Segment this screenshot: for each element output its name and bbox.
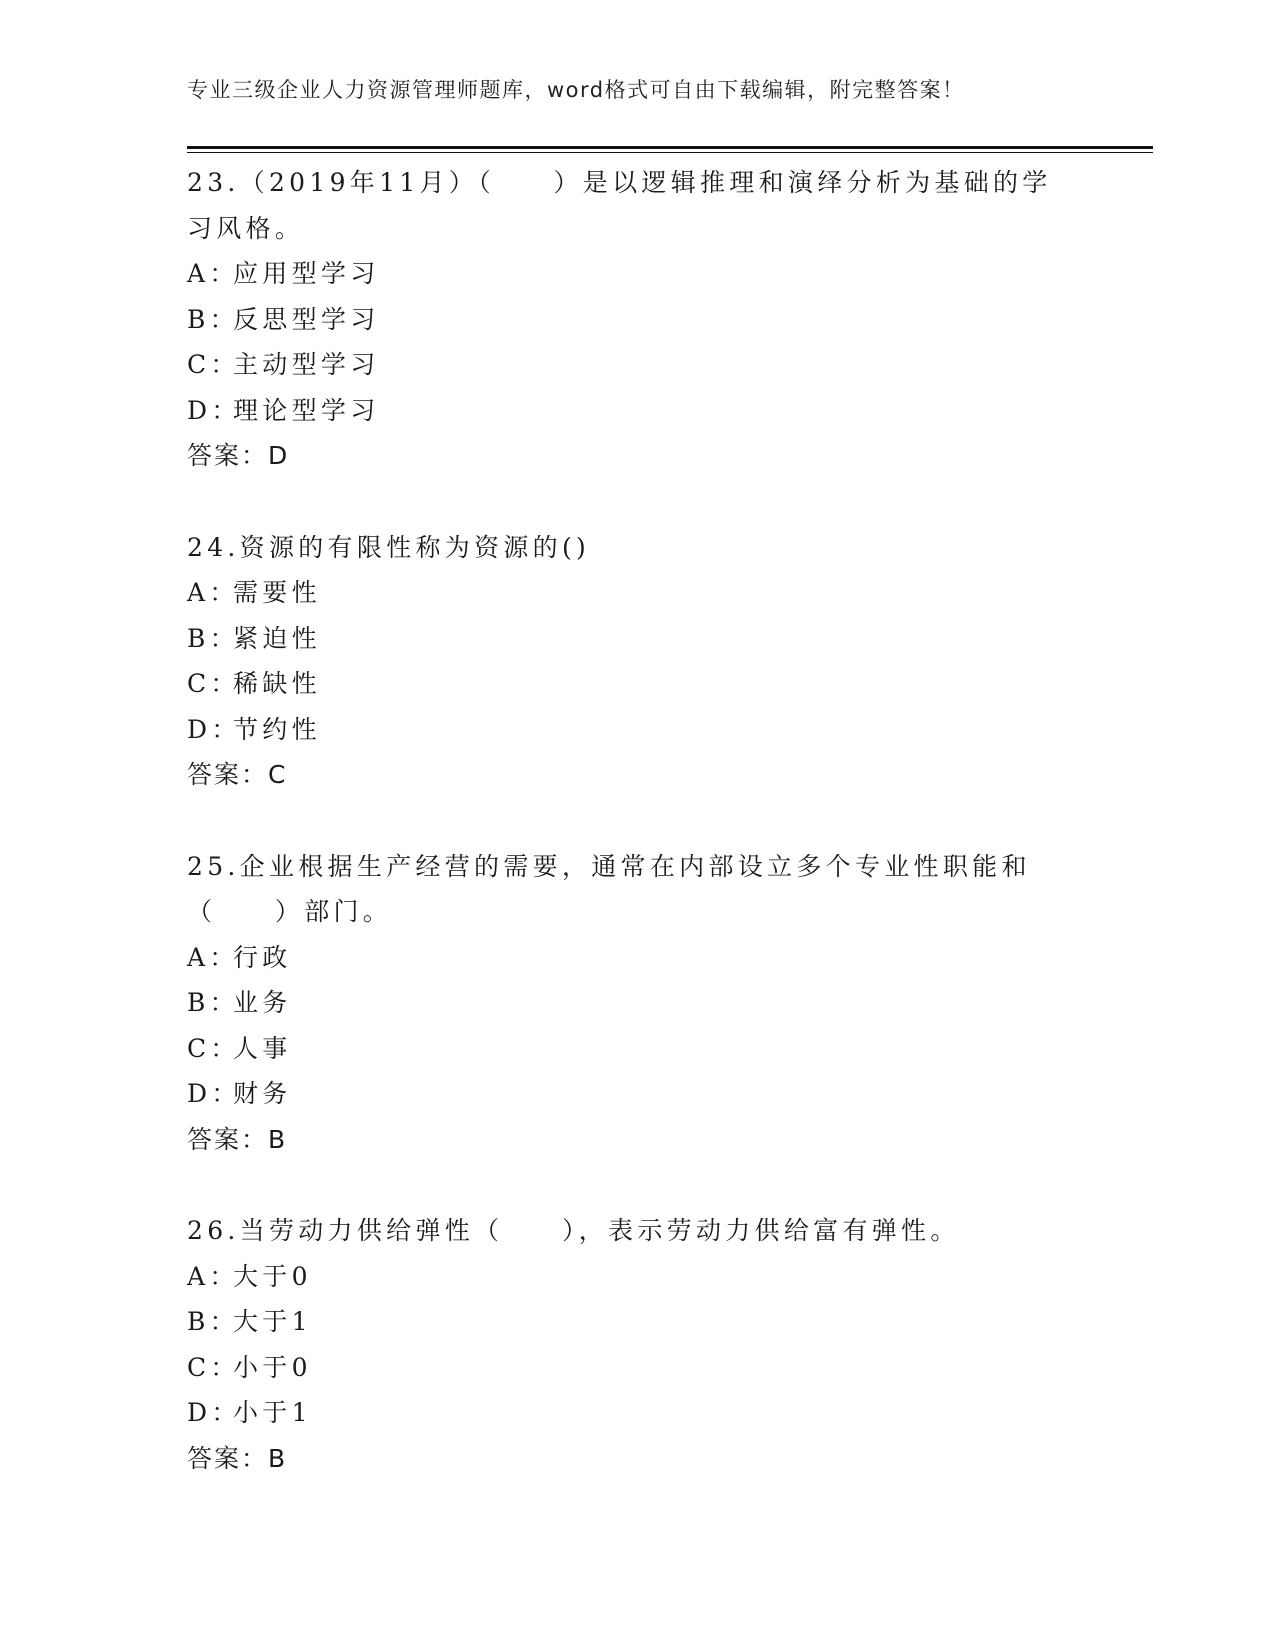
- option-a: [187, 570, 1107, 616]
- option-letter: D：: [187, 395, 241, 425]
- option-letter: A：: [187, 578, 239, 607]
- option-c: [187, 342, 1107, 388]
- question-24: [187, 525, 1107, 798]
- option-c: [187, 661, 1107, 707]
- option-text: 小于0: [233, 1352, 312, 1382]
- question-text: 25.企业根据生产经营的需要，通常在内部设立多个专业性职能和（ ）部门。: [187, 851, 1031, 926]
- answer-key: 答案：B: [187, 1443, 288, 1473]
- option-a: [187, 251, 1107, 297]
- option-a: [187, 1254, 1107, 1300]
- option-letter: B：: [187, 1307, 239, 1336]
- option-b: [187, 980, 1107, 1026]
- option-text: 节约性: [233, 714, 321, 744]
- option-d: [187, 707, 1107, 753]
- option-letter: C：: [187, 1033, 240, 1063]
- option-text: 理论型学习: [233, 395, 380, 425]
- option-d: [187, 1071, 1107, 1117]
- option-text: 应用型学习: [233, 259, 380, 288]
- option-letter: A：: [187, 259, 239, 288]
- header-divider: [187, 146, 1153, 153]
- question-26: [187, 1208, 1107, 1481]
- option-letter: C：: [187, 1352, 240, 1382]
- option-letter: C：: [187, 669, 240, 698]
- option-d: [187, 1390, 1107, 1436]
- answer-key: 答案：D: [187, 441, 290, 470]
- option-letter: A：: [187, 942, 239, 972]
- option-c: [187, 1345, 1107, 1391]
- question-text: 26.当劳动力供给弹性（ ），表示劳动力供给富有弹性。: [187, 1216, 960, 1245]
- option-b: [187, 297, 1107, 343]
- option-letter: B：: [187, 988, 239, 1017]
- option-letter: B：: [187, 304, 239, 334]
- option-text: 大于1: [233, 1307, 312, 1336]
- answer-key: 答案：C: [187, 760, 288, 789]
- option-a: [187, 935, 1107, 981]
- option-letter: B：: [187, 623, 239, 653]
- option-text: 需要性: [233, 578, 321, 607]
- option-text: 主动型学习: [233, 350, 380, 379]
- option-letter: D：: [187, 1079, 241, 1108]
- option-text: 反思型学习: [233, 304, 380, 334]
- option-letter: D：: [187, 714, 241, 744]
- option-text: 小于1: [233, 1398, 312, 1427]
- question-list: [187, 160, 1107, 1527]
- option-b: [187, 616, 1107, 662]
- option-b: [187, 1299, 1107, 1345]
- answer-key: 答案：B: [187, 1124, 288, 1154]
- page-header: 专业三级企业人力资源管理师题库，word格式可自由下载编辑，附完整答案！: [187, 78, 965, 102]
- option-d: [187, 388, 1107, 434]
- option-text: 大于0: [233, 1261, 312, 1291]
- option-c: [187, 1026, 1107, 1072]
- option-text: 财务: [233, 1079, 292, 1108]
- question-text: 24.资源的有限性称为资源的(): [187, 532, 591, 562]
- option-text: 行政: [233, 942, 292, 972]
- option-text: 人事: [233, 1033, 292, 1063]
- question-25: [187, 844, 1107, 1163]
- question-23: [187, 160, 1107, 479]
- question-text: 23.（2019年11月）（ ）是以逻辑推理和演绎分析为基础的学习风格。: [187, 168, 1052, 243]
- option-letter: A：: [187, 1261, 239, 1291]
- option-letter: D：: [187, 1398, 241, 1427]
- option-text: 稀缺性: [233, 669, 321, 698]
- option-text: 业务: [233, 988, 292, 1017]
- option-text: 紧迫性: [233, 623, 321, 653]
- option-letter: C：: [187, 350, 240, 379]
